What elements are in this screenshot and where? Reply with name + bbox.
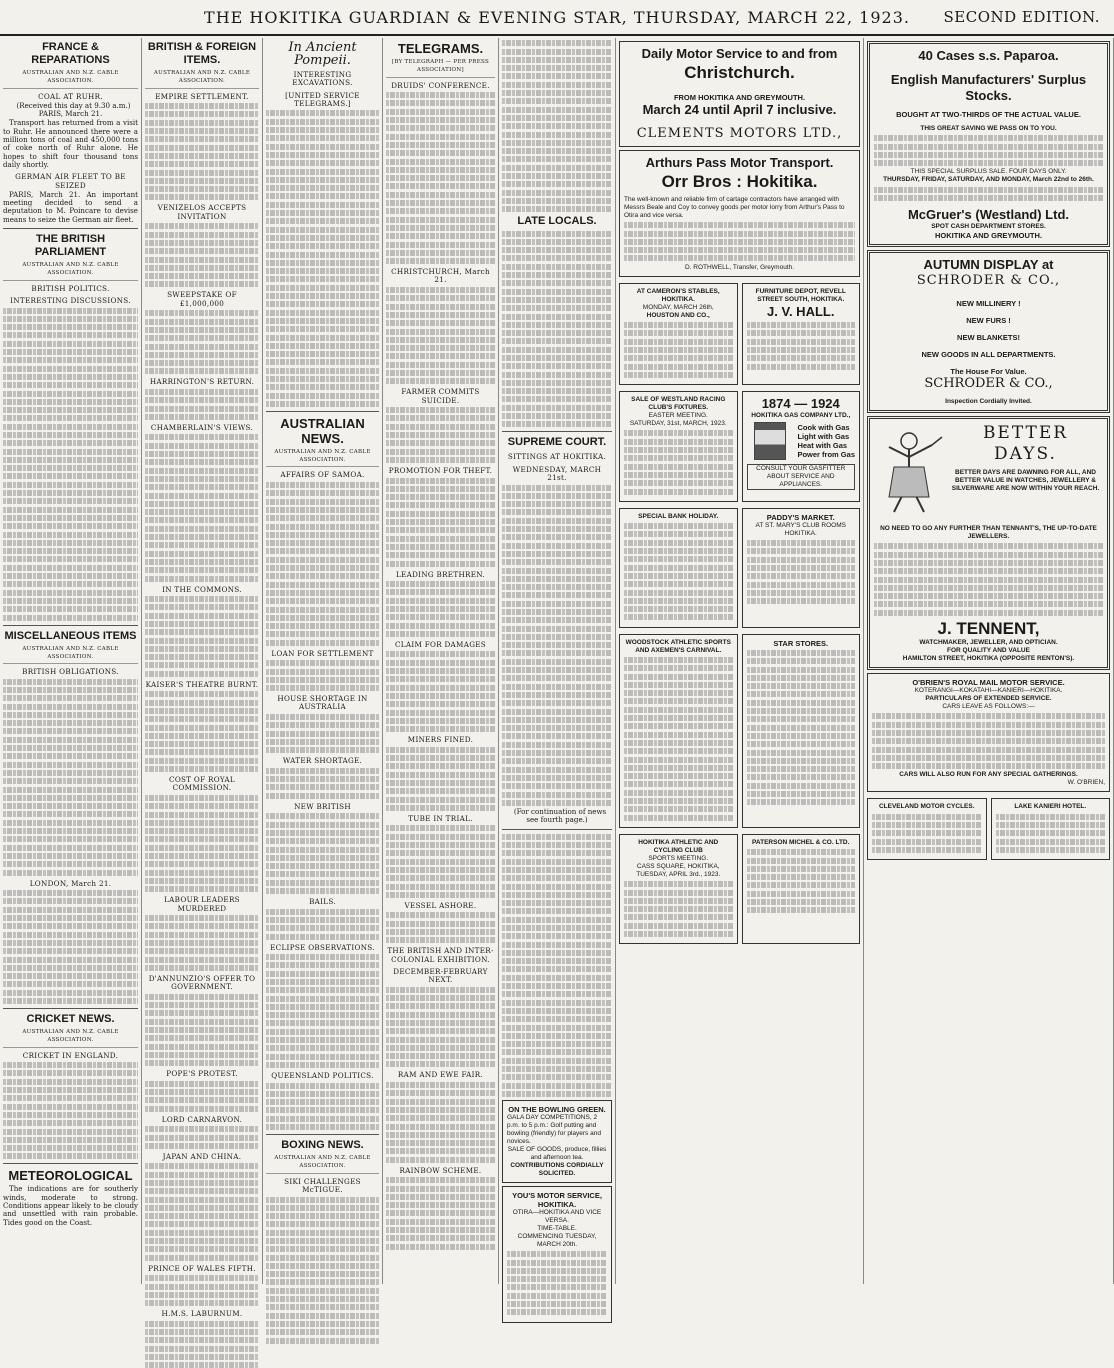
ad-title: STAR STORES. <box>773 638 829 648</box>
subhead-british-obligations: BRITISH OBLIGATIONS. <box>22 667 119 677</box>
article-text-block <box>386 478 495 567</box>
subhead: AFFAIRS OF SAMOA. <box>280 470 365 480</box>
subhead-coal-ruhr: COAL AT RUHR. <box>38 91 103 101</box>
ad-text-block <box>872 814 982 853</box>
subhead: D'ANNUNZIO'S OFFER TO GOVERNMENT. <box>148 973 256 992</box>
subhead: TUBE IN TRIAL. <box>408 813 473 823</box>
ad-heading: SCHRODER & CO., <box>924 376 1053 392</box>
obrien-motor-ad <box>867 673 1110 792</box>
subhead: CLAIM FOR DAMAGES <box>394 639 487 649</box>
ad-title: SALE OF WESTLAND RACING CLUB'S FIXTURES. <box>631 396 726 412</box>
article-text-block <box>502 485 612 806</box>
ad-title: PADDY'S MARKET. <box>766 512 835 522</box>
ad-title: HOKITIKA GAS COMPANY LTD., <box>751 412 851 420</box>
article-body: PARIS, March 21. An important meeting decided to send a deputation to M. Poincare to devise means to seize the German air fleet. <box>3 189 138 224</box>
ad-line: TIME-TABLE. <box>537 1224 577 1232</box>
cable-credit: AUSTRALIAN AND N.Z. CABLE ASSOCIATION. <box>266 1154 379 1174</box>
ad-line: THIS SPECIAL SURPLUS SALE. FOUR DAYS ONLY. <box>910 168 1067 176</box>
headline-cricket-news: CRICKET NEWS. <box>26 1012 115 1025</box>
ad-line: FOR QUALITY AND VALUE <box>947 647 1030 655</box>
headline-boxing-news: BOXING NEWS. <box>281 1139 364 1152</box>
ad-heading: BETTER <box>982 423 1069 444</box>
ad-text-block <box>996 814 1106 853</box>
column-5 <box>499 38 616 1284</box>
subhead: PROMOTION FOR THEFT. <box>388 465 493 475</box>
divider <box>3 1163 138 1164</box>
ad-heading: DAYS. <box>994 444 1057 465</box>
headline-supreme-court: SUPREME COURT. <box>507 436 607 449</box>
subhead: WEDNESDAY, MARCH 21st. <box>512 464 602 482</box>
continuation-note: (For continuation of news see fourth page.) <box>513 807 607 825</box>
bowling-green-ad <box>502 1100 612 1183</box>
subhead: INTERESTING EXCAVATIONS. <box>292 70 353 88</box>
article-text-block <box>266 813 379 894</box>
article-text-block <box>386 407 495 463</box>
headline-france-reparations: FRANCE & REPARATIONS <box>31 41 110 66</box>
subhead: CHAMBERLAIN'S VIEWS. <box>150 422 254 432</box>
ad-text-block <box>624 881 733 937</box>
gas-slogan-row <box>747 420 856 462</box>
ad-heading: Christchurch. <box>684 63 795 82</box>
ad-title: ON THE BOWLING GREEN. <box>508 1104 606 1114</box>
slogan: Cook with Gas <box>797 423 850 433</box>
better-days-header <box>874 423 1103 521</box>
ad-title: AT CAMERON'S STABLES, HOKITIKA. <box>636 287 720 303</box>
athletic-club-ad <box>619 834 738 944</box>
headline-late-locals: LATE LOCALS. <box>517 215 597 228</box>
subhead: EMPIRE SETTLEMENT. <box>155 91 249 101</box>
star-stores-ad <box>742 634 861 828</box>
article-text-block <box>266 110 379 406</box>
ad-line: THIS GREAT SAVING WE PASS ON TO YOU. <box>920 125 1057 132</box>
article-text-block <box>386 287 495 384</box>
headline-telegrams: TELEGRAMS. <box>397 41 484 56</box>
ad-line: HOKITIKA AND GREYMOUTH. <box>935 231 1042 241</box>
subhead: POPE'S PROTEST. <box>166 1069 238 1079</box>
ad-heading: 40 Cases s.s. Paparoa. <box>918 48 1059 63</box>
lake-kanieri-hotel-ad <box>991 798 1111 860</box>
article-text-block <box>386 581 495 637</box>
gas-company-ad <box>742 391 861 502</box>
gas-stove-icon <box>754 422 786 460</box>
ad-years: 1874 — 1924 <box>761 396 840 412</box>
ad-line: SATURDAY, 31st, MARCH, 1923. <box>629 420 727 428</box>
ad-line: EASTER MEETING. <box>648 412 708 420</box>
ad-line: PARTICULARS OF EXTENDED SERVICE. <box>925 695 1052 703</box>
article-text-block <box>145 1126 259 1149</box>
column-6 <box>616 38 864 1284</box>
ad-line: NEW MILLINERY ! <box>956 299 1021 309</box>
article-text-block <box>266 954 379 1068</box>
ad-heading: SCHRODER & CO., <box>916 273 1061 289</box>
subhead: FARMER COMMITS SUICIDE. <box>401 387 480 405</box>
headline-british-parliament: THE BRITISH PARLIAMENT <box>34 233 107 259</box>
subhead: HOUSE SHORTAGE IN AUSTRALIA <box>277 694 368 712</box>
ad-title: YOU'S MOTOR SERVICE, HOKITIKA. <box>512 1190 602 1209</box>
ad-heading: AUTUMN DISPLAY at <box>923 257 1054 273</box>
divider <box>3 1008 138 1009</box>
paparoa-surplus-ad <box>867 41 1110 247</box>
article-text-block <box>145 223 259 287</box>
subhead: JAPAN AND CHINA. <box>162 1151 242 1161</box>
divider <box>502 829 612 830</box>
cable-credit: AUSTRALIAN AND N.Z. CABLE ASSOCIATION. <box>266 448 379 468</box>
bank-holiday-ad <box>619 508 738 628</box>
subhead: [UNITED SERVICE TELEGRAMS.] <box>285 90 360 108</box>
article-text-block <box>3 890 138 1004</box>
headline-australian-news: AUSTRALIAN NEWS. <box>280 415 365 446</box>
ad-advertiser: CLEMENTS MOTORS LTD., <box>636 126 843 141</box>
divider <box>266 411 379 412</box>
subhead: CHRISTCHURCH, March 21. <box>391 267 490 285</box>
ad-line: NEW GOODS IN ALL DEPARTMENTS. <box>921 350 1056 360</box>
article-text-block <box>145 596 259 677</box>
article-text-block <box>266 714 379 753</box>
motor-service-ad <box>502 1186 612 1323</box>
edition-label: SECOND EDITION. <box>943 8 1100 26</box>
article-text-block <box>145 103 259 200</box>
ad-text-block <box>747 650 856 805</box>
article-text-block <box>266 1197 379 1344</box>
ad-text-block <box>624 430 733 494</box>
subhead: MINERS FINED. <box>407 735 474 745</box>
article-text-block <box>145 1081 259 1112</box>
ad-line: NEW FURS ! <box>966 316 1011 326</box>
weather-report: The indications are for southerly winds, moderate to strong. Conditions appear likely to be cloudy and unsettled with rain probable. Tides good on the Coast. <box>3 1184 138 1227</box>
article-text-block <box>145 1275 259 1306</box>
article-text-block <box>145 389 259 420</box>
dateline-london: LONDON, March 21. <box>29 878 112 888</box>
subhead: IN THE COMMONS. <box>162 584 242 594</box>
ad-text-block <box>872 713 1105 769</box>
ad-text-block <box>874 543 1103 615</box>
subhead: DRUIDS' CONFERENCE. <box>391 80 490 90</box>
subhead: LABOUR LEADERS MURDERED <box>164 895 240 913</box>
ad-text-block <box>624 523 733 620</box>
headline-ancient-pompeii: In Ancient Pompeii. <box>288 40 357 68</box>
cleveland-cycles-ad <box>867 798 987 860</box>
article-text-block <box>145 915 259 971</box>
christchurch-motor-ad <box>619 41 860 147</box>
ad-line: CASS SQUARE, HOKITIKA, <box>636 862 720 870</box>
ad-row <box>867 795 1110 863</box>
ad-row <box>619 388 860 505</box>
ad-line: COMMENCING TUESDAY, MARCH 20th. <box>517 1232 597 1248</box>
ad-text-block <box>747 849 856 913</box>
classified-ads-block <box>502 834 612 1097</box>
cable-credit: AUSTRALIAN AND N.Z. CABLE ASSOCIATION. <box>3 261 138 281</box>
article-text-block <box>3 1062 138 1159</box>
subhead: LORD CARNARVON. <box>161 1114 243 1124</box>
subhead: BAILS. <box>309 897 336 907</box>
article-text-block <box>266 909 379 940</box>
ad-heading: English Manufacturers' Surplus <box>890 72 1087 87</box>
ad-advertiser: McGruer's (Westland) Ltd. <box>907 207 1070 223</box>
ad-line: NO NEED TO GO ANY FURTHER THAN TENNANT'S, THE UP-TO-DATE JEWELLERS. <box>880 525 1097 541</box>
article-text-block <box>145 795 259 892</box>
dateline: (Received this day at 9.30 a.m.) PARIS, March 21. <box>16 100 131 119</box>
article-text-block <box>266 482 379 646</box>
ad-row <box>619 280 860 388</box>
headline-miscellaneous-items: MISCELLANEOUS ITEMS <box>4 629 137 642</box>
furniture-depot-ad <box>742 283 861 385</box>
ad-line: HOUSTON AND CO., <box>646 311 710 319</box>
article-text-block <box>266 768 379 799</box>
subhead: WATER SHORTAGE. <box>282 756 363 766</box>
headline-british-foreign-items: BRITISH & FOREIGN ITEMS. <box>147 41 257 66</box>
ad-line: BOUGHT AT TWO-THIRDS OF THE ACTUAL VALUE. <box>896 110 1081 119</box>
ad-line: SPOT CASH DEPARTMENT STORES. <box>931 223 1046 231</box>
ad-line: SALE OF GOODS, produce, fillies and afternoon tea. <box>507 1145 607 1161</box>
divider <box>266 1134 379 1135</box>
article-text-block <box>386 651 495 732</box>
article-text-block <box>502 40 612 212</box>
ad-line: CONTRIBUTIONS CORDIALLY SOLICITED. <box>510 1161 604 1177</box>
slogan: Power from Gas <box>797 450 855 460</box>
telegraph-credit: [BY TELEGRAPH — PER PRESS ASSOCIATION] <box>386 58 495 78</box>
ad-advertiser: J. TENNENT, <box>937 619 1040 639</box>
cable-credit: AUSTRALIAN AND N.Z. CABLE ASSOCIATION. <box>3 69 138 89</box>
ad-title: CLEVELAND MOTOR CYCLES. <box>878 803 975 811</box>
ad-text-block <box>874 135 1103 166</box>
article-text-block <box>266 660 379 691</box>
racing-club-ad <box>619 391 738 502</box>
subhead: KAISER'S THEATRE BURNT. <box>145 679 259 689</box>
ad-body: OTIRA—HOKITIKA AND VICE VERSA. <box>512 1208 602 1224</box>
subhead-british-politics: BRITISH POLITICS. <box>31 283 110 293</box>
subhead: RAINBOW SCHEME. <box>399 1165 482 1175</box>
ad-line: NEW BLANKETS! <box>957 333 1020 343</box>
ad-title: PATERSON MICHEL & CO. LTD. <box>752 838 850 846</box>
slogan: Heat with Gas <box>797 441 848 451</box>
ad-row <box>619 831 860 947</box>
subhead: ECLIPSE OBSERVATIONS. <box>270 942 375 952</box>
ad-text-block <box>624 657 733 821</box>
camerons-stables-ad <box>619 283 738 385</box>
ad-line: CARS LEAVE AS FOLLOWS:— <box>942 703 1035 711</box>
subhead: DECEMBER-FEBRUARY NEXT. <box>393 966 488 985</box>
subhead: LEADING BRETHREN. <box>395 569 485 579</box>
ad-row <box>619 505 860 631</box>
article-text-block <box>386 1082 495 1163</box>
subhead: PRINCE OF WALES FIFTH. <box>148 1263 256 1273</box>
article-text-block <box>145 691 259 772</box>
article-text-block <box>145 434 259 581</box>
ad-line: MONDAY, MARCH 26th, <box>642 303 714 311</box>
ad-name: J. V. HALL. <box>767 303 835 319</box>
subhead-interesting-discussions: INTERESTING DISCUSSIONS. <box>10 295 131 305</box>
ad-line: March 24 until April 7 inclusive. <box>642 102 837 117</box>
ad-line: FROM HOKITIKA AND GREYMOUTH. <box>673 93 806 102</box>
subhead: THE BRITISH AND INTER-COLONIAL EXHIBITION. <box>387 946 494 964</box>
ad-line: KOTERANGI—KOKATAHI—KANIERI—HOKITIKA. <box>914 687 1063 695</box>
cable-credit: AUSTRALIAN AND N.Z. CABLE ASSOCIATION. <box>145 69 259 89</box>
article-text-block <box>386 912 495 943</box>
ad-text-block <box>624 222 855 261</box>
ad-title: O'BRIEN'S ROYAL MAIL MOTOR SERVICE. <box>912 678 1065 688</box>
ad-line: TUESDAY, APRIL 3rd., 1923. <box>636 870 721 878</box>
ad-line: THURSDAY, FRIDAY, SATURDAY, AND MONDAY, March 22nd to 26th. <box>883 176 1094 184</box>
paterson-michel-ad <box>742 834 861 944</box>
better-days-title <box>948 423 1103 521</box>
divider <box>3 625 138 626</box>
subhead: SIKI CHALLENGES McTIGUE. <box>284 1176 361 1194</box>
schroder-autumn-ad <box>867 250 1110 413</box>
subhead: VENIZELOS ACCEPTS INVITATION <box>157 203 247 221</box>
ad-text-block <box>747 322 856 369</box>
subhead: COST OF ROYAL COMMISSION. <box>169 775 235 793</box>
masthead <box>0 0 1114 36</box>
column-7 <box>864 38 1114 1284</box>
ad-body: GALA DAY COMPETITIONS, 2 p.m. to 5 p.m.: Golf putting and bowling (friendly) for players and novices. <box>507 1113 601 1145</box>
ad-title: FURNITURE DEPOT, REVELL STREET SOUTH, HOKITIKA. <box>755 287 846 303</box>
article-text-block <box>3 679 138 876</box>
subhead: HARRINGTON'S RETURN. <box>149 377 255 387</box>
paddys-market-ad <box>742 508 861 628</box>
ad-line: CARS WILL ALSO RUN FOR ANY SPECIAL GATHERINGS. <box>899 771 1078 779</box>
article-body: Transport has returned from a visit to Ruhr. He announced there were a million tons of coal and 450,000 tons of coke north of Ruhr alone. He hopes to shift four thousand tons daily shortly. <box>3 118 138 169</box>
article-text-block <box>145 1321 259 1368</box>
subhead: LOAN FOR SETTLEMENT <box>271 648 374 658</box>
ad-title: LAKE KANIERI HOTEL. <box>1014 803 1087 811</box>
ad-heading: Orr Bros : Hokitika. <box>661 172 818 191</box>
article-text-block <box>145 994 259 1066</box>
ad-text-block <box>747 540 856 604</box>
article-text-block <box>145 310 259 374</box>
subhead: SWEEPSTAKE OF £1,000,000 <box>167 290 237 308</box>
ad-title: HOKITIKA ATHLETIC AND CYCLING CLUB <box>638 838 719 854</box>
article-text-block <box>145 1163 259 1260</box>
gas-slogans <box>797 423 855 459</box>
ad-signature: W. O'BRIEN, <box>1067 779 1105 787</box>
woodstock-sports-ad <box>619 634 738 828</box>
ad-line: Inspection Cordially Invited. <box>945 398 1032 406</box>
ad-signature: D. ROTHWELL, Transfer, Greymouth. <box>684 263 795 271</box>
ad-line: WATCHMAKER, JEWELLER, AND OPTICIAN. <box>919 639 1058 647</box>
ad-text-block <box>507 1251 607 1315</box>
column-2 <box>142 38 263 1319</box>
article-text-block <box>386 825 495 897</box>
ad-title: WOODSTOCK ATHLETIC SPORTS AND AXEMEN'S CARNIVAL. <box>625 638 731 654</box>
ad-text-block <box>624 322 733 378</box>
ad-line: HAMILTON STREET, HOKITIKA (OPPOSITE RENTON'S). <box>902 655 1075 663</box>
subhead: H.M.S. LABURNUM. <box>161 1309 243 1319</box>
column-3 <box>263 38 383 1284</box>
article-text-block <box>386 987 495 1068</box>
ad-row <box>619 631 860 831</box>
article-text-block <box>3 308 138 621</box>
column-4 <box>383 38 499 1284</box>
newspaper-title: THE HOKITIKA GUARDIAN & EVENING STAR, THURSDAY, MARCH 22, 1923. <box>204 8 910 27</box>
subhead: VESSEL ASHORE. <box>404 900 477 910</box>
arthurs-pass-ad <box>619 150 860 277</box>
column-1 <box>0 38 142 1284</box>
ad-heading: Arthurs Pass Motor Transport. <box>645 155 834 170</box>
subhead-air-fleet: GERMAN AIR FLEET TO BE SEIZED <box>15 172 126 190</box>
cable-credit: AUSTRALIAN AND N.Z. CABLE ASSOCIATION. <box>3 645 138 665</box>
herald-figure-icon <box>874 427 944 517</box>
subhead: NEW BRITISH <box>294 801 351 811</box>
subhead-cricket-england: CRICKET IN ENGLAND. <box>22 1050 119 1060</box>
ad-body: BETTER DAYS ARE DAWNING FOR ALL, AND BETTER VALUE IN WATCHES, JEWELLERY & SILVERWARE ARE NOW WITHIN YOUR REACH. <box>951 469 1100 493</box>
article-text-block <box>386 1177 495 1249</box>
ad-line: CONSULT YOUR GASFITTER ABOUT SERVICE AND APPLIANCES. <box>747 464 856 490</box>
ad-line: SPORTS MEETING. <box>648 854 709 862</box>
headline-meteorological: METEOROLOGICAL <box>8 1168 133 1184</box>
ad-body: The well-known and reliable firm of cartage contractors have arranged with Messrs Beale and Coy to convey goods per motor lorry from Arthur's Pass to Otira and vice versa. <box>624 196 845 219</box>
divider <box>502 431 612 432</box>
article-text-block <box>502 231 612 428</box>
cable-credit: AUSTRALIAN AND N.Z. CABLE ASSOCIATION. <box>3 1028 138 1048</box>
ad-line: The House For Value. <box>950 367 1027 377</box>
ad-text-block <box>874 187 1103 201</box>
tennent-jeweller-ad <box>867 416 1110 670</box>
subhead: QUEENSLAND POLITICS. <box>271 1070 374 1080</box>
ad-heading: Daily Motor Service to and from <box>641 46 838 61</box>
ad-title: SPECIAL BANK HOLIDAY. <box>638 512 719 520</box>
ad-line: AT ST. MARY'S CLUB ROOMS HOKITIKA. <box>755 521 846 537</box>
article-text-block <box>386 92 495 264</box>
subhead: RAM AND EWE FAIR. <box>397 1070 484 1080</box>
divider <box>3 228 138 229</box>
ad-heading: Stocks. <box>965 88 1012 103</box>
subhead: SITTINGS AT HOKITIKA. <box>507 452 607 462</box>
article-text-block <box>386 747 495 811</box>
slogan: Light with Gas <box>797 432 850 442</box>
article-text-block <box>266 1083 379 1130</box>
